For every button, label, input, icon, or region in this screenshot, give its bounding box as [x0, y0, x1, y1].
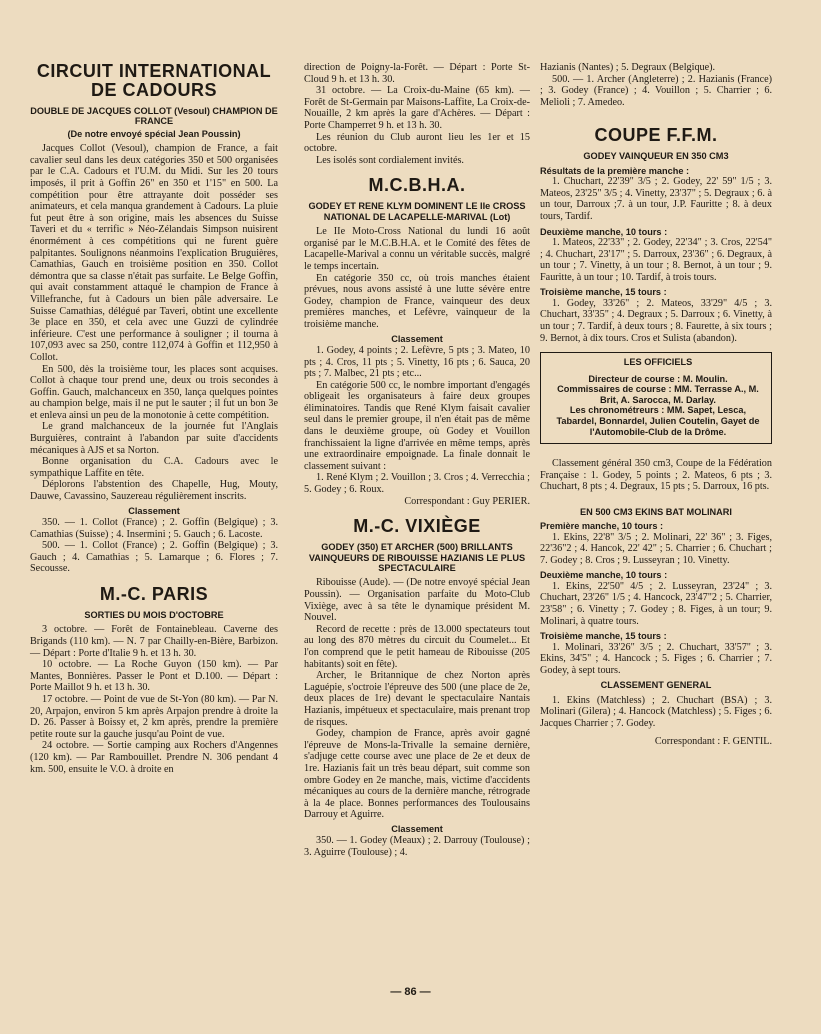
- paragraph: Hazianis (Nantes) ; 5. Degraux (Belgique).: [540, 62, 716, 73]
- paragraph: Le IIe Moto-Cross National du lundi 16 août organisé par le M.C.B.H.A. et le Comité des fêtes de Lacapelle-Marival a connu un véritable succès, malgré le temps incertain.: [304, 226, 530, 272]
- manche-results: 1. Godey, 33'26" ; 2. Mateos, 33'29" 4/5 ; 3. Chuchart, 33'35" ; 4. Degraux ; 5. Darroux ; 6. Vinetty, à un tour ; 7. Tardif, à deux tours ; 8. Faurette, à six tours ; 9. Bernot, à dix tours. Cros et Sulista (abandon).: [540, 297, 772, 344]
- paragraph: Archer, le Britannique de chez Norton après Laguépie, s'octroie l'épreuve des 500 (une place de 2e, deux places de 1re) devant le spectaculaire Nantais Hazianis, impétueux et spectaculaire, mais prenant trop de risques.: [304, 670, 530, 728]
- classement-350: 350. — 1. Collot (France) ; 2. Goffin (Belgique) ; 3. Camathias (Suisse) ; 4. Insermini ; 5. Gauch ; 6. Lacoste.: [30, 517, 278, 540]
- manche-heading: Résultats de la première manche :: [540, 165, 690, 176]
- correspondant: Correspondant : F. GENTIL.: [654, 735, 772, 747]
- manche-results: 1. Chuchart, 22'39" 3/5 ; 2. Godey, 22' 59" 1/5 ; 3. Mateos, 23'25" 3/5 ; 4. Vinetty, 23'37" ; 5. Degraux ; 6. à un tour, Darroux ;7. à un tour, J.P. Fauritte ; 8. à deux tours, Tardif.: [540, 176, 772, 222]
- page-number: — 86 —: [390, 986, 431, 998]
- correspondant: Correspondant : Guy PERIER.: [404, 495, 530, 507]
- classement-350: 350. — 1. Godey (Meaux) ; 2. Darrouy (Toulouse) ; 3. Aguirre (Toulouse) ; 4.: [304, 835, 530, 858]
- manche-heading: Première manche, 10 tours :: [540, 521, 664, 532]
- paragraph: Bonne organisation du C.A. Cadours avec le sympathique Laffite en tête.: [30, 456, 278, 479]
- paragraph: En catégorie 350 cc, où trois manches étaient prévues, nous avons assisté à une lutte sévère entre Godey, champion de France, vainqueur des deux premières manches, et Lefèvre, vainqueur de la troisième manche.: [304, 272, 530, 330]
- article-title-coupe-ffm: COUPE F.F.M.: [594, 125, 718, 146]
- classement-heading: Classement: [128, 505, 180, 516]
- paragraph: Déplorons l'abstention des Chapelle, Hug, Mouty, Dauwe, Cavassino, Sauzereau régulièrement inscrits.: [30, 479, 278, 503]
- manche-results: 1. Mateos, 22'33" ; 2. Godey, 22'34" ; 3. Cros, 22'54" ; 4. Chuchart, 23'17" ; 5. Darroux, 23'36" ; 6. Degraux, à un tour ; 7. Vinetty, à un tour ; 8. Bernot, à un tour ; 9. Fauritte, à un tour ; 10. Tardif, à trois tours.: [540, 236, 772, 283]
- paragraph: En catégorie 500 cc, le nombre important d'engagés obligeait les organisateurs à faire deux groupes éliminatoires. Tandis que René Klym faisait cavalier seul dans le premier groupe, il n'en était pas de même dans le deuxième groupe, où Godey et Vouillon franchissaient la ligne d'arrivée en même temps, après une extraordinaire empoignade. La finale donnait le classement suivant :: [304, 379, 530, 472]
- paragraph: Record de recette : près de 13.000 spectateurs tout au long des 870 mètres du circuit du Coumelet... Et l'on comprend que le petit hameau de Ribouisse (205 habitants) soit en fête).: [304, 623, 530, 670]
- article-subtitle-godey-350: GODEY VAINQUEUR EN 350 CM3: [583, 151, 729, 162]
- paragraph: Les réunion du Club auront lieu les 1er et 15 octobre.: [304, 131, 530, 155]
- manche-heading: Troisième manche, 15 tours :: [540, 631, 667, 642]
- officiels-heading: LES OFFICIELS: [623, 357, 693, 368]
- article-subtitle-ribouisse: GODEY (350) ET ARCHER (500) BRILLANTS VAINQUEURS DE RIBOUISSE HAZIANIS LE PLUS SPECTACULAIRE: [308, 542, 526, 574]
- sortie-item: 17 octobre. — Point de vue de St-Yon (80 km). — Par N. 20, Arpajon, environ 5 km après Arpajon prendre à droite la D. 26. Passer à Boissy et, 2 km après, prendre la première petite route sur la gauche jusqu'au Point de vue.: [30, 693, 278, 740]
- article-subtitle-ekins: EN 500 CM3 EKINS BAT MOLINARI: [580, 506, 732, 517]
- column-3: [540, 62, 772, 747]
- sortie-item: 24 octobre. — Sortie camping aux Rochers d'Angennes (120 km). — Par Rambouillet. Prendre N. 306 pendant 4 km. 500, ensuite le V.O. à droite en: [30, 740, 278, 775]
- classement-500: 500. — 1. Archer (Angleterre) ; 2. Hazianis (France) ; 3. Godey (France) ; 4. Vouillon ; 5. Charrier ; 6. Melioli ; 7. Amedeo.: [540, 73, 772, 108]
- paragraph: Godey, champion de France, après avoir gagné l'épreuve de Mons-la-Trivalle la semaine dernière, s'adjuge cette course avec une place de 2e et deux de 1re. Hazianis fait un très beau départ, suit comme son ombre Godey en 2e manche, mais, victime d'accidents mécaniques au cours de la dernière manche, rétrograde à la 4e place. Bonnes performances des Toulousains Darrouy et Aguirre.: [304, 728, 530, 821]
- paragraph: Le grand malchanceux de la journée fut l'Anglais Burguières, contraint à l'abandon par suite d'accidents mécaniques à AJS et sa Norton.: [30, 421, 278, 456]
- paragraph: direction de Poigny-la-Forêt. — Départ : Porte St-Cloud 9 h. et 13 h. 30.: [304, 62, 530, 85]
- sortie-item: 3 octobre. — Forêt de Fontainebleau. Caverne des Brigands (110 km). — N. 7 par Chailly-en-Bière, Barbizon. — Départ : Porte d'Italie 9 h. et 13 h. 30.: [30, 624, 278, 659]
- article-title-cadours: CIRCUIT INTERNATIONAL DE CADOURS: [36, 61, 272, 100]
- column-2: [304, 62, 530, 859]
- officiels-item: Directeur de course : M. Moulin.: [588, 373, 728, 384]
- classement-general-heading: CLASSEMENT GENERAL: [600, 680, 712, 691]
- paragraph: Les isolés sont cordialement invités.: [316, 154, 464, 166]
- manche-heading: Troisième manche, 15 tours :: [540, 287, 667, 298]
- paragraph: En 500, dès la troisième tour, les places sont acquises. Collot à chaque tour prend une, deux ou trois secondes à Goffin. Gauch, malchanceux en 350, lança quelques pointes au champion belge, mais il ne put le sauter ; il fut un bon 3e et enleva ainsi un peu de la monotonie à cette compétition.: [30, 363, 278, 421]
- manche-results: 1. Ekins, 22'8" 3/5 ; 2. Molinari, 22' 36" ; 3. Figes, 22'36"2 ; 4. Hancok, 22' 42" ; 5. Charrier ; 6. Chuchart ; 7. Godey ; 8. Cros ; 9. Lusseyran ; 10. Vinetty.: [540, 531, 772, 566]
- classement-heading: Classement: [391, 333, 443, 344]
- article-title-vixiege: M.-C. VIXIÈGE: [353, 516, 481, 537]
- paragraph: Ribouisse (Aude). — (De notre envoyé spécial Jean Poussin). — Organisation parfaite du Moto-Club Vixiège, avec à sa tête le dynamique président M. Nouvel.: [304, 577, 530, 624]
- column-1: [30, 62, 278, 775]
- sortie-item: 31 octobre. — La Croix-du-Maine (65 km). — Forêt de St-Germain par Maisons-Laffite, La Croix-de-Nouaille, 2 km après la gare d'Achères. — Départ : Porte Champerret 9 h. et 13 h. 30.: [304, 85, 530, 131]
- officiels-item: Les chronométreurs : MM. Sapet, Lesca, Tabardel, Bonnardel, Julien Coutelin, Gayet de l'Automobile-Club de la Drôme.: [556, 405, 760, 437]
- article-subtitle-sorties: SORTIES DU MOIS D'OCTOBRE: [84, 610, 224, 620]
- manche-results: 1. Molinari, 33'26" 3/5 ; 2. Chuchart, 33'57" ; 3. Ekins, 34'5" ; 4. Hancock ; 5. Figes ; 6. Charrier ; 7. Godey, à sept tours.: [540, 641, 772, 676]
- manche-results: 1. Ekins, 22'50" 4/5 ; 2. Lusseyran, 23'24" ; 3. Chuchart, 23'26" 1/5 ; 4. Hancock, 23'47"2 ; 5. Charrier, 23'58" ; 6. Vinetty ; 7. Godey ; 8. Figes, à un tour; 9. Molinari, à quatre tours.: [540, 580, 772, 627]
- manche-heading: Deuxième manche, 10 tours :: [540, 226, 668, 237]
- paragraph: Jacques Collot (Vesoul), champion de France, a fait cavalier seul dans les deux catégories 350 et 500 organisées par le C.A. Cadours et l'U.M. du Midi. Sur les 20 tours imposés, il prit à Goffin 26" en 350 et 1'15" en 500. La compétition pour être attrayante doit posséder ses animateurs, et cela manqua grandement à Cadours. La pluie fut peut être à son origine, mais les absences du Suisse Taveri et du « terrific » Néo-Zélandais Simpson nuisirent énormément à ces compétitions qui ne furent guère palpitantes. Soulignons néanmoins l'explication Bruguières, Camathias, Gauch en troisième position en 350. Collot démontra que sa classe n'était pas surfaite. Le Belge Goffin, qui avait constamment attaqué le champion de France à Villefranche, fut à Cadours un bien pâle adversaire. Le Suisse Camathias, délégué par Taveri, obtint une excellente 3e place en 350, et cela avec une Guzzi de cylindrée inférieure. C'est une performance à souligner ; il tourna à 107,093 avec sa 250, contre 112,074 à Goffin et 112,950 à Collot.: [30, 143, 278, 363]
- article-byline: (De notre envoyé spécial Jean Poussin): [67, 128, 241, 139]
- paragraph: 1. René Klym ; 2. Vouillon ; 3. Cros ; 4. Verrecchia ; 5. Godey ; 6. Roux.: [304, 472, 530, 496]
- classement-general: 1. Ekins (Matchless) ; 2. Chuchart (BSA) ; 3. Molinari (Gilera) ; 4. Hancock (Matchless) ; 5. Figes ; 6. Jacques Charrier ; 7. Godey.: [540, 694, 772, 730]
- classement-general-350: Classement général 350 cm3, Coupe de la Fédération Française : 1. Godey, 5 points ; 2. Mateos, 6 pts ; 3. Chuchart, 8 pts ; 4. Degraux, 15 pts ; 5. Darroux, 16 pts.: [540, 458, 772, 493]
- article-title-mcbha: M.C.B.H.A.: [368, 175, 466, 196]
- officiels-item: Commissaires de course : MM. Terrasse A., M. Brit, A. Sarocca, M. Darlay.: [557, 384, 759, 405]
- officiels-box: [540, 352, 772, 444]
- classement-500: 500. — 1. Collot (France) ; 2. Goffin (Belgique) ; 3. Gauch ; 4. Camathias ; 5. Lamarque ; 6. Flores ; 7. Secousse.: [30, 540, 278, 575]
- article-subtitle-collot: DOUBLE DE JACQUES COLLOT (Vesoul) CHAMPION DE FRANCE: [30, 106, 278, 127]
- article-subtitle-godey-klym: GODEY ET RENE KLYM DOMINENT LE IIe CROSS NATIONAL DE LACAPELLE-MARIVAL (Lot): [308, 201, 526, 222]
- article-title-mc-paris: M.-C. PARIS: [99, 584, 209, 604]
- sortie-item: 10 octobre. — La Roche Guyon (150 km). — Par Mantes, Bonnières. Passer le Pont et D.100. — Départ : Porte Maillot 9 h. et 13 h. 30.: [30, 659, 278, 694]
- classement-350: 1. Godey, 4 points ; 2. Lefèvre, 5 pts ; 3. Mateo, 10 pts ; 4. Cros, 11 pts ; 5. Vinetty, 16 pts ; 6. Sauca, 20 pts ; 7. Malbec, 21 pts ; etc...: [304, 344, 530, 380]
- manche-heading: Deuxième manche, 10 tours :: [540, 570, 668, 581]
- classement-heading: Classement: [391, 823, 443, 834]
